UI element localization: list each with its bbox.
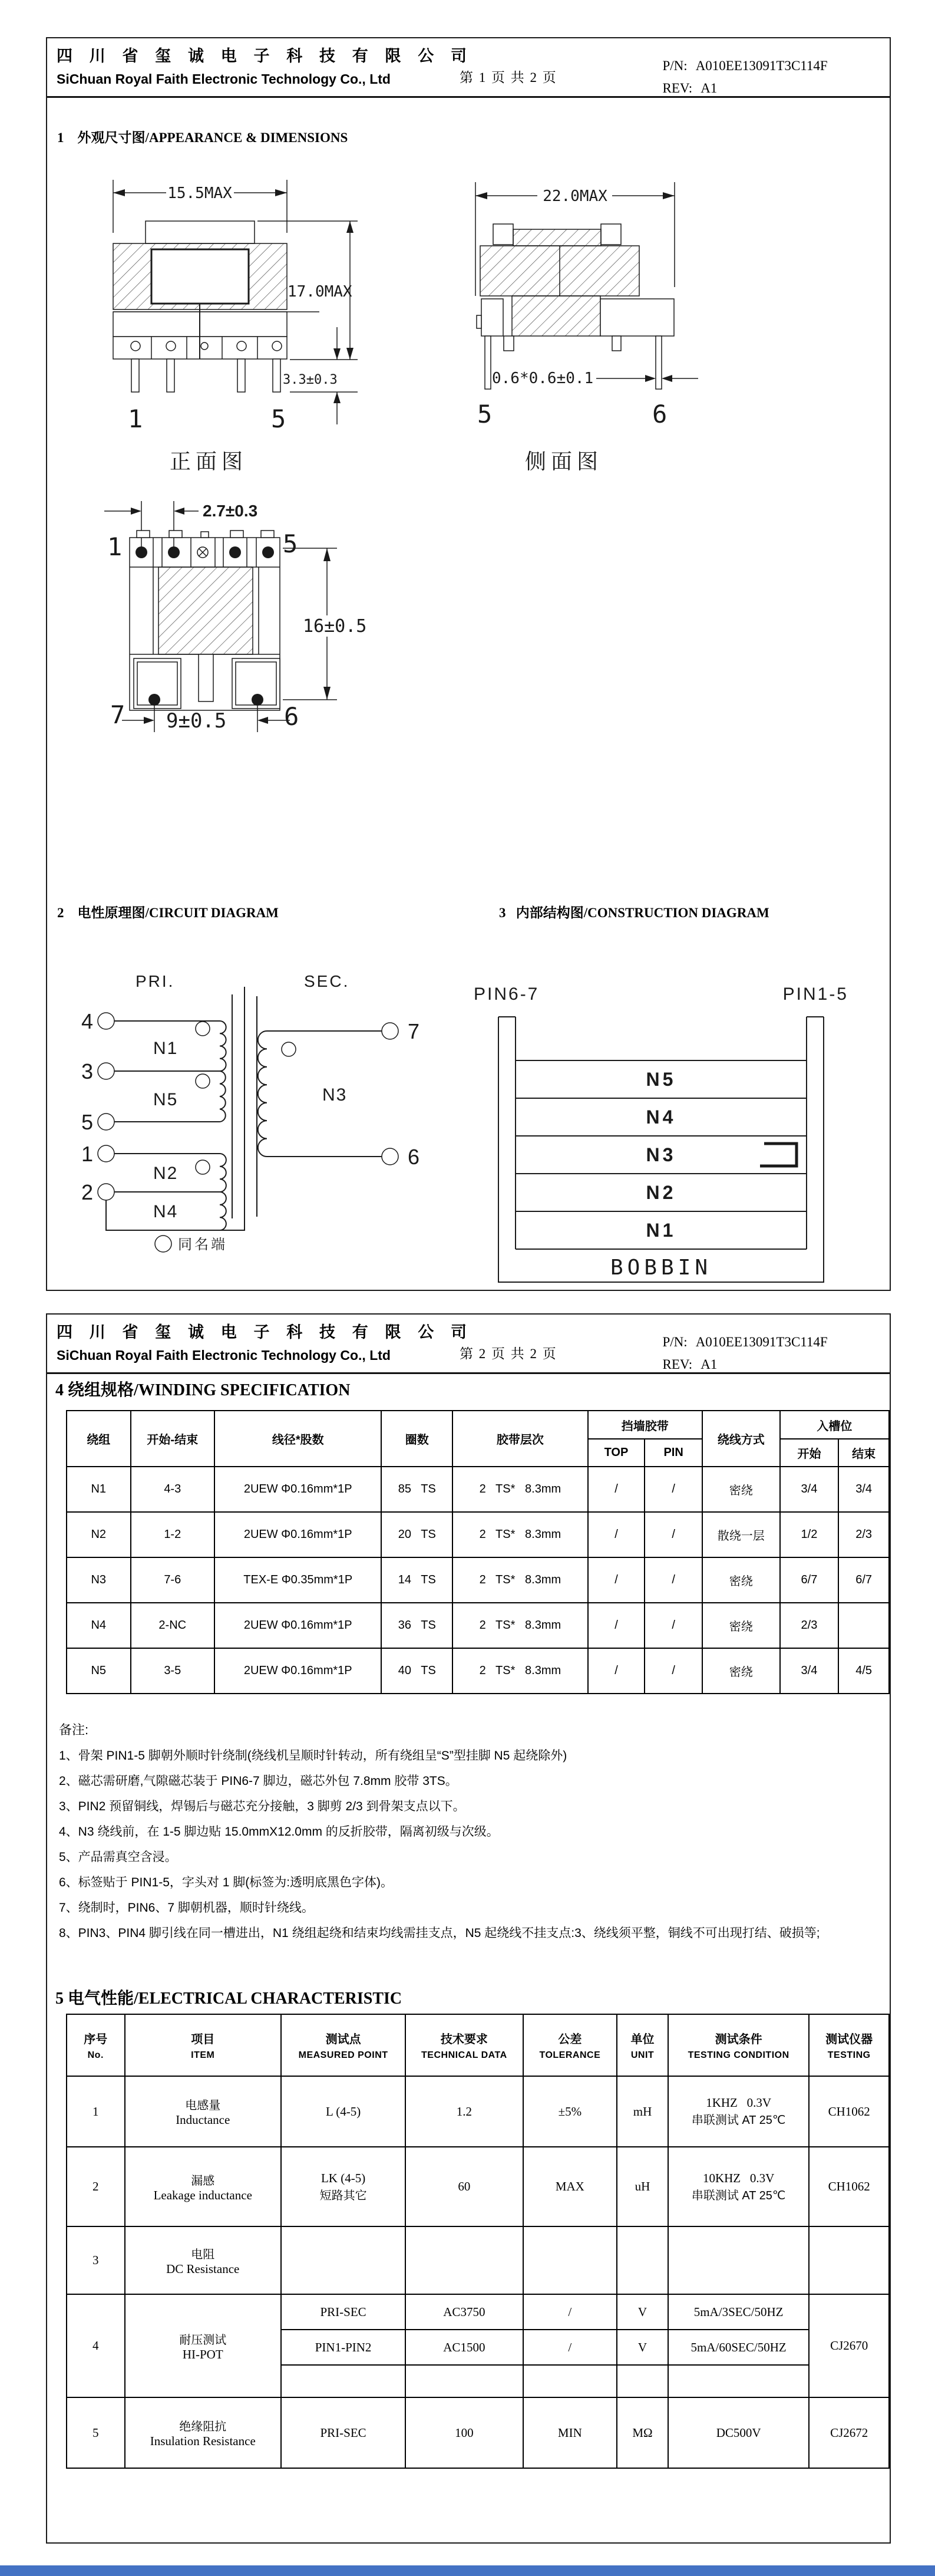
cell: 60	[405, 2147, 523, 2226]
page-1	[46, 37, 891, 1291]
th-testing-condition	[668, 2014, 810, 2076]
cell: 2 TS* 8.3mm	[452, 1467, 587, 1512]
side-width-dim: 22.0MAX	[543, 187, 607, 205]
coil-n3	[258, 1031, 267, 1157]
cell: /	[645, 1603, 702, 1648]
cell	[125, 2294, 281, 2397]
th-tc-cn: 测试条件	[715, 2033, 762, 2046]
polarity-dot-icon	[282, 1042, 296, 1056]
condition-line2: 串联测试 AT 25℃	[691, 2114, 786, 2127]
th-item-cn: 项目	[191, 2033, 215, 2046]
page-2	[46, 1313, 891, 2544]
th-tc-en: TESTING CONDITION	[688, 2050, 789, 2060]
cell	[668, 2076, 810, 2147]
coil-n4	[220, 1192, 226, 1230]
bottom-height-dim: 16±0.5	[303, 616, 367, 637]
note-line: 5、产品需真空含浸。	[59, 1850, 177, 1864]
layer-n5: N5	[646, 1069, 676, 1090]
note-line: 4、N3 绕线前，在 1-5 脚边贴 15.0mmX12.0mm 的反折胶带，隔离初级与次级。	[59, 1825, 499, 1839]
cell: 散绕一层	[702, 1512, 780, 1557]
polarity-dot-icon	[196, 1074, 210, 1088]
cell: /	[588, 1603, 645, 1648]
front-pin1-label: 1	[128, 404, 143, 433]
coil-n2	[220, 1154, 226, 1192]
condition-line1: 1KHZ 0.3V	[706, 2096, 772, 2110]
cell: 1	[67, 2076, 125, 2147]
cell: 密绕	[702, 1648, 780, 1694]
bottom-pin6-label: 6	[284, 702, 299, 731]
th-unit	[617, 2014, 668, 2076]
th-winding: 绕组	[67, 1411, 131, 1467]
cell: /	[588, 1512, 645, 1557]
item-en: Insulation Resistance	[150, 2434, 256, 2448]
cell: 20 TS	[381, 1512, 452, 1557]
header-divider	[47, 96, 890, 98]
cell: TEX-E Φ0.35mm*1P	[214, 1557, 381, 1603]
th-tape: 胶带层次	[452, 1411, 587, 1467]
cell: 5	[67, 2397, 125, 2468]
cell: 4/5	[838, 1648, 889, 1694]
company-name-en: SiChuan Royal Faith Electronic Technology Co., Ltd	[57, 1348, 391, 1363]
cell: V	[617, 2330, 668, 2365]
cell: ±5%	[523, 2076, 617, 2147]
side-view-drawing	[422, 175, 711, 476]
cell: 5mA/60SEC/50HZ	[668, 2330, 810, 2365]
coil-n5	[220, 1071, 226, 1122]
revision-row	[642, 1342, 717, 1388]
winding-row-n5	[67, 1648, 889, 1694]
cell: 36 TS	[381, 1603, 452, 1648]
notes-block	[59, 1721, 879, 1950]
cell: 5mA/3SEC/50HZ	[668, 2294, 810, 2330]
cell: 1/2	[780, 1512, 839, 1557]
th-tolerance	[523, 2014, 617, 2076]
winding-row-n1	[67, 1467, 889, 1512]
th-ti-cn: 测试仪器	[825, 2033, 873, 2046]
winding-row-n3	[67, 1557, 889, 1603]
cell: 2 TS* 8.3mm	[452, 1512, 587, 1557]
section4-title: 4 绕组规格/WINDING SPECIFICATION	[55, 1381, 351, 1399]
cell: 2UEW Φ0.16mm*1P	[214, 1512, 381, 1557]
bottom-pitch-dim: 2.7±0.3	[203, 502, 258, 520]
layer-n3: N3	[646, 1144, 676, 1165]
note-line: 7、绕制时，PIN6、7 脚朝机器，顺时针绕线。	[59, 1901, 314, 1915]
rev-value: A1	[701, 1357, 718, 1372]
company-name-cn: 四 川 省 玺 诚 电 子 科 技 有 限 公 司	[57, 47, 473, 65]
th-slot: 入槽位	[780, 1411, 889, 1439]
empty-cell	[281, 2226, 405, 2294]
th-turns: 圈数	[381, 1411, 452, 1467]
front-pin-dim: 3.3±0.3	[283, 373, 338, 387]
pin1-5-label: PIN1-5	[782, 984, 848, 1004]
cell: uH	[617, 2147, 668, 2226]
elec-row-3	[67, 2226, 889, 2294]
cell: AC1500	[405, 2330, 523, 2365]
side-pin5-label: 5	[477, 400, 493, 429]
th-unit-cn: 单位	[630, 2033, 655, 2046]
rev-value: A1	[701, 81, 718, 95]
cell: AC3750	[405, 2294, 523, 2330]
item-en: Leakage inductance	[153, 2188, 252, 2202]
side-pin-dim: 0.6*0.6±0.1	[492, 370, 594, 387]
winding-spec-table	[66, 1410, 890, 1694]
electrical-table	[66, 2014, 890, 2469]
page-number: 第 2 页 共 2 页	[460, 1346, 557, 1361]
elec-row-2	[67, 2147, 889, 2226]
cell: 6/7	[780, 1557, 839, 1603]
note-line: 6、标签贴于 PIN1-5，字头对 1 脚(标签为:透明底黑色字体)。	[59, 1876, 394, 1889]
mp-line1: LK (4-5)	[321, 2170, 366, 2185]
condition-line2: 串联测试 AT 25℃	[691, 2189, 786, 2202]
cell: 3/4	[838, 1467, 889, 1512]
secondary-label: SEC.	[304, 972, 350, 990]
bottom-width-dim: 9±0.5	[166, 709, 227, 733]
th-measured-point	[281, 2014, 405, 2076]
cell: 1-2	[131, 1512, 214, 1557]
mp-line2: 短路其它	[319, 2189, 367, 2202]
cell: N5	[67, 1648, 131, 1694]
pin2-label: 2	[81, 1180, 93, 1204]
empty-cell	[617, 2365, 668, 2397]
winding-row-n4	[67, 1603, 889, 1648]
elec-row-1	[67, 2076, 889, 2147]
th-wall-tape: 挡墙胶带	[588, 1411, 702, 1439]
item-cn: 绝缘阻抗	[179, 2420, 227, 2433]
bottom-pin7-label: 7	[110, 700, 125, 729]
cell: 3/4	[780, 1467, 839, 1512]
pn-value: A010EE13091T3C114F	[695, 58, 828, 73]
th-td-cn: 技术要求	[440, 2033, 488, 2046]
cell	[838, 1603, 889, 1648]
cell: 2 TS* 8.3mm	[452, 1603, 587, 1648]
construction-diagram	[467, 980, 855, 1286]
side-view-caption: 侧面图	[524, 449, 603, 473]
cell: 2 TS* 8.3mm	[452, 1557, 587, 1603]
th-no-cn: 序号	[84, 2033, 108, 2046]
bottom-pin1-label: 1	[107, 532, 123, 561]
label-window	[151, 249, 249, 304]
empty-cell	[523, 2226, 617, 2294]
item-cn: 电阻	[191, 2248, 215, 2261]
winding-n3-label: N3	[322, 1085, 348, 1105]
core-hatch	[158, 567, 253, 654]
pin5-label: 5	[81, 1110, 93, 1134]
cell: 1.2	[405, 2076, 523, 2147]
cell: 85 TS	[381, 1467, 452, 1512]
side-pin6-label: 6	[652, 400, 668, 429]
cell: 3	[67, 2226, 125, 2294]
cell: /	[588, 1467, 645, 1512]
th-tol-en: TOLERANCE	[539, 2050, 601, 2060]
elec-row-4a	[67, 2294, 889, 2330]
front-width-dim: 15.5MAX	[167, 185, 232, 202]
layer-n1: N1	[646, 1220, 676, 1241]
cell: 2 TS* 8.3mm	[452, 1648, 587, 1694]
section3-title: 3 内部结构图/CONSTRUCTION DIAGRAM	[499, 905, 769, 920]
cell: 14 TS	[381, 1557, 452, 1603]
cell: 7-6	[131, 1557, 214, 1603]
th-technical-data	[405, 2014, 523, 2076]
winding-row-n2	[67, 1512, 889, 1557]
th-unit-en: UNIT	[630, 2050, 655, 2060]
cell: 2UEW Φ0.16mm*1P	[214, 1603, 381, 1648]
item-en: HI-POT	[182, 2347, 223, 2361]
empty-cell	[523, 2365, 617, 2397]
item-cn: 电感量	[185, 2099, 221, 2112]
pin1-label: 1	[81, 1142, 93, 1166]
note-line: 3、PIN2 预留铜线，焊锡后与磁芯充分接触，3 脚剪 2/3 到骨架支点以下。	[59, 1800, 465, 1813]
cell: MIN	[523, 2397, 617, 2468]
cell: N2	[67, 1512, 131, 1557]
cell: N1	[67, 1467, 131, 1512]
th-mp-en: MEASURED POINT	[298, 2050, 388, 2060]
pn-value: A010EE13091T3C114F	[695, 1335, 828, 1349]
th-ti-en: TESTING	[827, 2050, 871, 2060]
cell: /	[645, 1557, 702, 1603]
cell: 100	[405, 2397, 523, 2468]
cell: V	[617, 2294, 668, 2330]
cell: 4-3	[131, 1467, 214, 1512]
pin3-label: 3	[81, 1059, 93, 1083]
cell: 3/4	[780, 1648, 839, 1694]
empty-cell	[668, 2226, 810, 2294]
th-testing	[809, 2014, 889, 2076]
cell: 4	[67, 2294, 125, 2397]
th-td-en: TECHNICAL DATA	[421, 2050, 507, 2060]
cell	[125, 2076, 281, 2147]
cell: L (4-5)	[281, 2076, 405, 2147]
notes-title: 备注:	[59, 1722, 89, 1737]
cell: 2	[67, 2147, 125, 2226]
cell: /	[645, 1648, 702, 1694]
section5-title: 5 电气性能/ELECTRICAL CHARACTERISTIC	[55, 1989, 402, 2008]
bobbin-label: BOBBIN	[610, 1256, 712, 1280]
winding-n1-label: N1	[153, 1039, 179, 1058]
cell: N4	[67, 1603, 131, 1648]
pin6-label: 6	[408, 1145, 420, 1169]
pn-label: P/N:	[662, 1335, 688, 1349]
cell: 40 TS	[381, 1648, 452, 1694]
pin6-7-label: PIN6-7	[474, 984, 540, 1004]
legend-label: 同名端	[178, 1237, 227, 1253]
cell: 2UEW Φ0.16mm*1P	[214, 1467, 381, 1512]
primary-label: PRI.	[136, 972, 175, 990]
coil-n1	[220, 1021, 226, 1071]
th-method: 绕线方式	[702, 1411, 780, 1467]
empty-cell	[617, 2226, 668, 2294]
cell: /	[645, 1512, 702, 1557]
note-line: 2、磁芯需研磨,气隙磁芯装于 PIN6-7 脚边，磁芯外包 7.8mm 胶带 3TS。	[59, 1774, 458, 1788]
cell: PIN1-PIN2	[281, 2330, 405, 2365]
th-no-en: No.	[87, 2050, 104, 2060]
cell: N3	[67, 1557, 131, 1603]
layer-n4: N4	[646, 1106, 676, 1128]
bottom-view-drawing	[78, 496, 408, 756]
cell: /	[588, 1648, 645, 1694]
cell	[125, 2226, 281, 2294]
cell: 2/3	[780, 1603, 839, 1648]
front-pin5-label: 5	[271, 404, 286, 433]
empty-cell	[809, 2226, 889, 2294]
cell	[668, 2147, 810, 2226]
polarity-dot-icon	[155, 1236, 171, 1252]
section2-title: 2 电性原理图/CIRCUIT DIAGRAM	[57, 905, 279, 920]
company-name-en: SiChuan Royal Faith Electronic Technology Co., Ltd	[57, 71, 391, 87]
company-name-cn: 四 川 省 玺 诚 电 子 科 技 有 限 公 司	[57, 1323, 473, 1341]
empty-cell	[668, 2365, 810, 2397]
bottom-bar	[0, 2565, 935, 2576]
front-view-caption: 正面图	[169, 449, 248, 473]
cell: CJ2670	[809, 2294, 889, 2397]
elec-row-5	[67, 2397, 889, 2468]
tape-mark-icon	[760, 1144, 797, 1166]
winding-n4-label: N4	[153, 1202, 179, 1221]
cell: 密绕	[702, 1467, 780, 1512]
item-en: DC Resistance	[166, 2261, 240, 2276]
item-cn: 耐压测试	[179, 2333, 227, 2347]
front-view-drawing	[84, 175, 361, 476]
th-start-end: 开始-结束	[131, 1411, 214, 1467]
revision-row	[642, 65, 717, 111]
empty-cell	[405, 2226, 523, 2294]
cell: CJ2672	[809, 2397, 889, 2468]
cell: PRI-SEC	[281, 2397, 405, 2468]
th-mp-cn: 测试点	[325, 2033, 361, 2046]
th-item	[125, 2014, 281, 2076]
rev-label: REV:	[662, 1357, 693, 1372]
cell	[125, 2147, 281, 2226]
cell: /	[645, 1467, 702, 1512]
cell: PRI-SEC	[281, 2294, 405, 2330]
th-tol-cn: 公差	[558, 2033, 582, 2046]
condition-line1: 10KHZ 0.3V	[702, 2170, 775, 2185]
empty-cell	[281, 2365, 405, 2397]
front-height-dim: 17.0MAX	[288, 283, 352, 301]
winding-n5-label: N5	[153, 1090, 179, 1109]
cell: CH1062	[809, 2147, 889, 2226]
th-slot-start: 开始	[780, 1439, 839, 1467]
th-wire: 线径*股数	[214, 1411, 381, 1467]
cell: /	[523, 2294, 617, 2330]
section1-title: 1 外观尺寸图/APPEARANCE & DIMENSIONS	[57, 130, 348, 145]
empty-cell	[405, 2365, 523, 2397]
cell: 2UEW Φ0.16mm*1P	[214, 1648, 381, 1694]
cell: MΩ	[617, 2397, 668, 2468]
cell: 2/3	[838, 1512, 889, 1557]
rev-label: REV:	[662, 81, 693, 95]
cell	[125, 2397, 281, 2468]
cell: mH	[617, 2076, 668, 2147]
note-line: 8、PIN3、PIN4 脚引线在同一槽进出，N1 绕组起绕和结束均线需挂支点，N5 起绕线不挂支点:3、绕线须平整，铜线不可出现打结、破损等;	[59, 1926, 820, 1940]
winding-n2-label: N2	[153, 1164, 179, 1183]
th-item-en: ITEM	[191, 2050, 215, 2060]
cell: /	[523, 2330, 617, 2365]
pn-label: P/N:	[662, 58, 688, 73]
note-line: 1、骨架 PIN1-5 脚朝外顺时针绕制(绕线机呈顺时针转动，所有绕组呈“S”型挂脚 N5 起绕除外)	[59, 1749, 567, 1763]
cell: MAX	[523, 2147, 617, 2226]
th-top: TOP	[588, 1439, 645, 1467]
cell: /	[588, 1557, 645, 1603]
polarity-dot-icon	[196, 1022, 210, 1036]
item-cn: 漏感	[191, 2174, 215, 2188]
circuit-diagram	[54, 950, 443, 1257]
pin4-label: 4	[81, 1009, 93, 1033]
cell: 3-5	[131, 1648, 214, 1694]
cell	[281, 2147, 405, 2226]
polarity-dot-icon	[196, 1160, 210, 1174]
cell: 2-NC	[131, 1603, 214, 1648]
cell: CH1062	[809, 2076, 889, 2147]
layer-n2: N2	[646, 1182, 676, 1203]
bottom-pin5-label: 5	[283, 529, 298, 558]
page-number: 第 1 页 共 2 页	[460, 70, 557, 85]
header-divider	[47, 1372, 890, 1374]
item-en: Inductance	[176, 2113, 230, 2127]
cell: DC500V	[668, 2397, 810, 2468]
pin7-label: 7	[408, 1019, 420, 1043]
th-pin: PIN	[645, 1439, 702, 1467]
cell: 密绕	[702, 1557, 780, 1603]
cell: 密绕	[702, 1603, 780, 1648]
cell: 6/7	[838, 1557, 889, 1603]
th-no	[67, 2014, 125, 2076]
th-slot-end: 结束	[838, 1439, 889, 1467]
